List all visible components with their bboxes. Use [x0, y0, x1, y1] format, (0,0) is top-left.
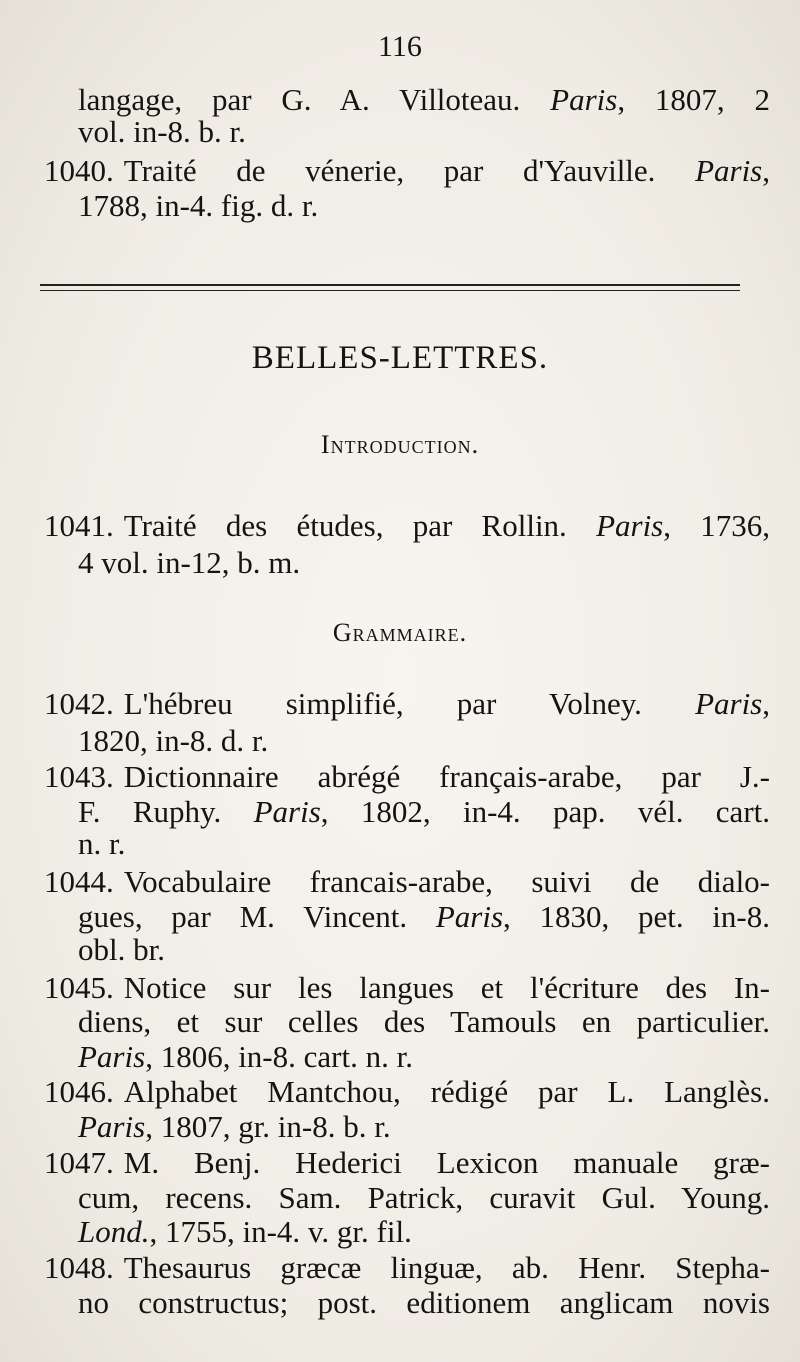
- entry-line: M. Benj. Hederici Lexicon manuale græ-: [123, 1145, 770, 1180]
- entry-1041: [44, 508, 770, 544]
- entry-number: 1040.: [44, 153, 114, 188]
- page-number: 116: [378, 30, 422, 63]
- entry-number: 1041.: [44, 508, 114, 543]
- entry-line: 1820, in-8. d. r.: [78, 723, 269, 758]
- entry-number: 1042.: [44, 686, 114, 721]
- subsection-introduction: Introduction.: [320, 430, 480, 459]
- entry-1040: [44, 153, 770, 189]
- entry-1045: [44, 970, 770, 1006]
- entry-line: 1788, in-4. fig. d. r.: [78, 188, 319, 223]
- entry-line: langage, par G. A. Villoteau. Paris, 1807, 2: [78, 82, 770, 117]
- entry-1047: [44, 1145, 770, 1181]
- section-rule: [40, 290, 740, 291]
- entry-line: Dictionnaire abrégé français-arabe, par J.-: [123, 759, 770, 794]
- entry-line: diens, et sur celles des Tamouls en particulier.: [78, 1004, 770, 1039]
- entry-line: Traité de vénerie, par d'Yauville. Paris,: [123, 153, 770, 188]
- entry-line: Traité des études, par Rollin. Paris, 1736,: [123, 508, 771, 543]
- entry-line: Notice sur les langues et l'écriture des In-: [123, 970, 770, 1005]
- entry-line: F. Ruphy. Paris, 1802, in-4. pap. vél. cart.: [78, 794, 771, 829]
- entry-line: Alphabet Mantchou, rédigé par L. Langlès.: [123, 1074, 770, 1109]
- entry-1042: [44, 686, 770, 722]
- entry-line: Paris, 1806, in-8. cart. n. r.: [78, 1039, 413, 1074]
- entry-number: 1045.: [44, 970, 114, 1005]
- entry-line: Vocabulaire francais-arabe, suivi de dialo-: [123, 864, 770, 899]
- subsection-grammaire: Grammaire.: [332, 618, 468, 647]
- entry-line: cum, recens. Sam. Patrick, curavit Gul. Young.: [78, 1180, 770, 1215]
- entry-1048: [44, 1250, 770, 1286]
- entry-number: 1044.: [44, 864, 114, 899]
- entry-line: obl. br.: [78, 932, 165, 967]
- entry-line: vol. in-8. b. r.: [78, 114, 246, 149]
- section-title: BELLES-LETTRES.: [251, 340, 549, 376]
- entry-line: n. r.: [78, 826, 126, 861]
- entry-number: 1046.: [44, 1074, 114, 1109]
- entry-line: Thesaurus græcæ linguæ, ab. Henr. Stepha-: [123, 1250, 770, 1285]
- entry-line: L'hébreu simplifié, par Volney. Paris,: [123, 686, 770, 721]
- section-rule: [40, 284, 740, 286]
- entry-line: 4 vol. in-12, b. m.: [78, 545, 301, 580]
- entry-line: Lond., 1755, in-4. v. gr. fil.: [78, 1214, 412, 1249]
- entry-line: no constructus; post. editionem anglicam novis: [78, 1285, 770, 1320]
- entry-line: Paris, 1807, gr. in-8. b. r.: [78, 1109, 391, 1144]
- entry-number: 1043.: [44, 759, 114, 794]
- entry-number: 1048.: [44, 1250, 114, 1285]
- entry-1043: [44, 759, 770, 795]
- entry-number: 1047.: [44, 1145, 114, 1180]
- entry-1046: [44, 1074, 770, 1110]
- entry-1044: [44, 864, 770, 900]
- entry-line: gues, par M. Vincent. Paris, 1830, pet. in-8.: [78, 899, 770, 934]
